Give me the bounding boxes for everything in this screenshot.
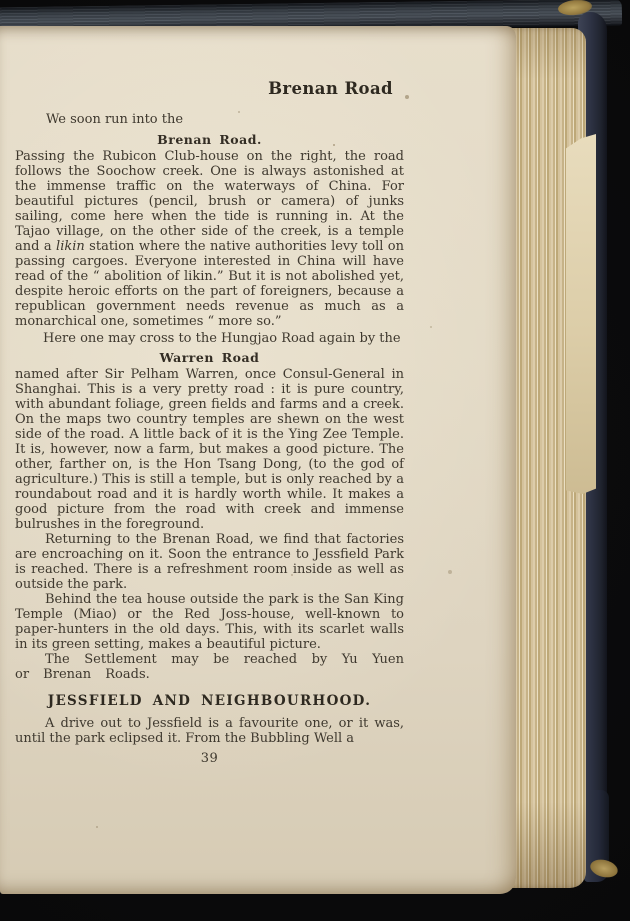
italic-word-likin: likin bbox=[56, 239, 85, 254]
subheading-brenan-road: Brenan Road. bbox=[157, 132, 262, 147]
running-header: Brenan Road bbox=[268, 79, 393, 98]
paragraph-brenan-road bbox=[15, 149, 404, 329]
paper-speckles bbox=[0, 26, 2, 28]
paragraph-returning: Returning to the Brenan Road, we find that factories are encroaching on it. Soon the entrance to Jessfield Park is reached. There is a refreshment room inside as well as outside the park. bbox=[15, 532, 404, 592]
paragraph-jessfield: A drive out to Jessfield is a favourite one, or it was, until the park eclipsed it. From the Bubbling Well a bbox=[15, 716, 404, 746]
page-text-column bbox=[15, 26, 404, 766]
page-number: 39 bbox=[200, 751, 219, 766]
paragraph-text: station where the native authorities levy toll on passing cargoes. Everyone interested in China will have read of the “ abolition of likin.” But it is not abolished yet, despite heroic efforts on the part of foreigners, because a republican government needs revenue as much as a monarchical one, sometimes “ more so.” bbox=[15, 239, 404, 329]
paragraph-settlement: The Settlement may be reached by Yu Yuen or Brenan Roads. bbox=[15, 652, 404, 682]
subheading-warren-road: Warren Road bbox=[159, 350, 260, 365]
lead-line-1: We soon run into the bbox=[46, 112, 184, 127]
paragraph-warren-road: named after Sir Pelham Warren, once Consul-General in Shanghai. This is a very pretty road : it is pure country, with abundant foliage, green fields and farms and a creek. On the maps two country temples are shewn on the west side of the road. A little back of it is the Ying Zee Temple. It is, however, now a farm, but makes a good picture. The other, farther on, is the Hon Tsang Dong, (to the god of agriculture.) This is still a temple, but is only reached by a roundabout road and it is hardly worth while. It makes a good picture from the road with creek and immense bulrushes in the foreground. bbox=[15, 367, 404, 532]
book-page bbox=[0, 26, 516, 894]
paragraph-text: Passing the Rubicon Club-house on the right, the road follows the Soochow creek. One is always astonished at the immense traffic on the waterways of China. For beautiful pictures (pencil, brush or camera) of junks sailing, come here when the tide is running in. At the Tajao village, on the other side of the creek, is a temple and a bbox=[15, 149, 404, 254]
lead-line-2: Here one may cross to the Hungjao Road again by the bbox=[43, 331, 401, 346]
section-heading-jessfield: JESSFIELD AND NEIGHBOURHOOD. bbox=[47, 693, 372, 709]
protruding-page-edge bbox=[566, 134, 596, 494]
paragraph-tea-house: Behind the tea house outside the park is the San King Temple (Miao) or the Red Joss-house, well-known to paper-hunters in the old days. This, with its scarlet walls in its green setting, makes a beautiful picture. bbox=[15, 592, 404, 652]
